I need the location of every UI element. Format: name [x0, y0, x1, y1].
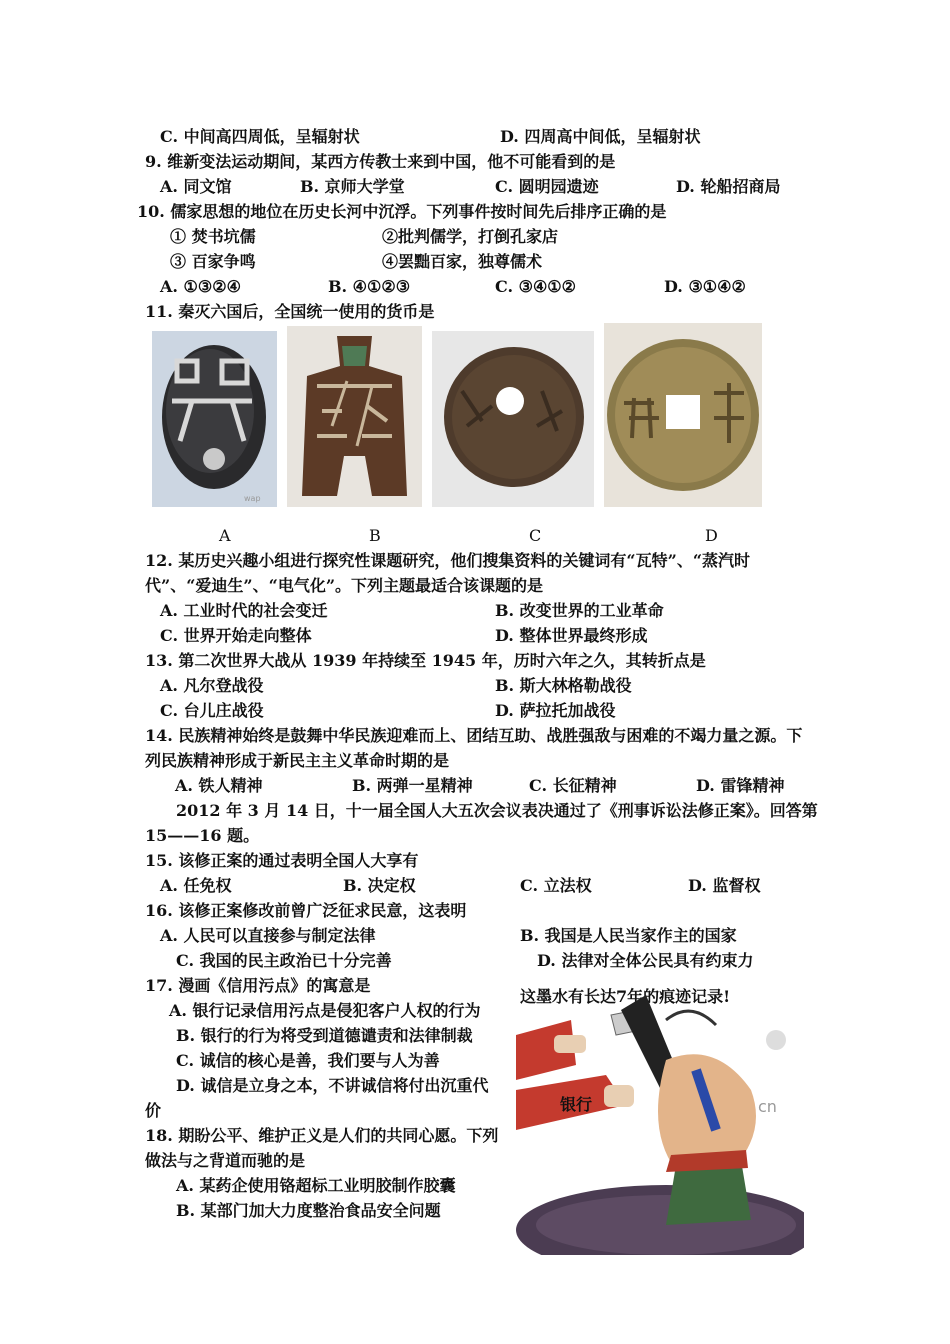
coin-d-caption: D: [705, 526, 718, 545]
q16-option-b: B. 我国是人民当家作主的国家: [520, 926, 737, 945]
material-line-1: 2012 年 3 月 14 日，十一届全国人大五次会议表决通过了《刑事诉讼法修正案》。回答第: [176, 801, 818, 820]
q15-option-a: A. 任免权: [160, 876, 232, 895]
q10-item-3: ③ 百家争鸣: [170, 252, 256, 271]
q16-stem: 16. 该修正案修改前曾广泛征求民意，这表明: [145, 901, 467, 920]
q15-option-d: D. 监督权: [688, 876, 761, 895]
q10-option-a: A. ①③②④: [160, 277, 241, 296]
q10-item-2: ②批判儒学，打倒孔家店: [382, 227, 559, 246]
q9-option-d: D. 轮船招商局: [676, 177, 781, 196]
q13-option-d: D. 萨拉托加战役: [495, 701, 616, 720]
material-line-2: 15——16 题。: [145, 826, 260, 845]
q17-stem: 17. 漫画《信用污点》的寓意是: [145, 976, 371, 995]
credit-stain-cartoon: [516, 980, 804, 1255]
q12-stem-line-1: 12. 某历史兴趣小组进行探究性课题研究，他们搜集资料的关键词有“瓦特”、“蒸汽时: [145, 551, 751, 570]
q12-option-c: C. 世界开始走向整体: [160, 626, 312, 645]
q12-option-d: D. 整体世界最终形成: [495, 626, 648, 645]
q18-option-b: B. 某部门加大力度整治食品安全问题: [176, 1201, 441, 1220]
q13-option-a: A. 凡尔登战役: [160, 676, 264, 695]
coin-b-caption: B: [369, 526, 381, 545]
q10-item-4: ④罢黜百家，独尊儒术: [382, 252, 543, 271]
q17-option-d: D. 诚信是立身之本，不讲诚信将付出沉重代: [176, 1076, 489, 1095]
q9-option-c: C. 圆明园遗迹: [495, 177, 599, 196]
q18-option-a: A. 某药企使用铬超标工业明胶制作胶囊: [176, 1176, 456, 1195]
q8-option-d: D. 四周高中间低，呈辐射状: [500, 127, 701, 146]
q9-stem: 9. 维新变法运动期间，某西方传教士来到中国，他不可能看到的是: [145, 152, 616, 171]
svg-text:wap: wap: [244, 494, 261, 503]
cartoon-bank-label: 银行: [560, 1095, 593, 1114]
q15-option-b: B. 决定权: [343, 876, 416, 895]
q15-option-c: C. 立法权: [520, 876, 592, 895]
q10-option-b: B. ④①②③: [328, 277, 411, 296]
q16-option-a: A. 人民可以直接参与制定法律: [160, 926, 376, 945]
q10-item-1: ① 焚书坑儒: [170, 227, 256, 246]
q10-option-c: C. ③④①②: [495, 277, 576, 296]
q9-option-a: A. 同文馆: [160, 177, 232, 196]
q17-option-b: B. 银行的行为将受到道德谴责和法律制裁: [176, 1026, 473, 1045]
q10-stem: 10. 儒家思想的地位在历史长河中沉浮。下列事件按时间先后排序正确的是: [137, 202, 667, 221]
q18-stem-line-2: 做法与之背道而驰的是: [145, 1151, 306, 1170]
coin-d-image: [604, 323, 762, 507]
q13-option-c: C. 台儿庄战役: [160, 701, 264, 720]
q9-option-b: B. 京师大学堂: [300, 177, 405, 196]
q14-option-a: A. 铁人精神: [175, 776, 263, 795]
q16-option-c: C. 我国的民主政治已十分完善: [176, 951, 392, 970]
q14-option-b: B. 两弹一星精神: [352, 776, 473, 795]
coin-c-image: [432, 331, 594, 507]
q12-option-b: B. 改变世界的工业革命: [495, 601, 664, 620]
cartoon-caption: 这墨水有长达7年的痕迹记录!: [520, 987, 731, 1006]
q17-option-c: C. 诚信的核心是善，我们要与人为善: [176, 1051, 440, 1070]
q14-stem-line-1: 14. 民族精神始终是鼓舞中华民族迎难而上、团结互助、战胜强敌与困难的不竭力量之源。下: [145, 726, 803, 745]
q11-stem: 11. 秦灭六国后，全国统一使用的货币是: [145, 302, 435, 321]
coin-a-caption: A: [219, 526, 231, 545]
q16-option-d: D. 法律对全体公民具有约束力: [537, 951, 754, 970]
q10-option-d: D. ③①④②: [664, 277, 746, 296]
coin-b-image: [287, 326, 422, 507]
q12-stem-line-2: 代”、“爱迪生”、“电气化”。下列主题最适合该课题的是: [145, 576, 544, 595]
coin-a-image: [152, 331, 277, 507]
q14-option-c: C. 长征精神: [529, 776, 617, 795]
q13-option-b: B. 斯大林格勒战役: [495, 676, 632, 695]
q12-option-a: A. 工业时代的社会变迁: [160, 601, 328, 620]
q8-option-c: C. 中间高四周低，呈辐射状: [160, 127, 360, 146]
q17-option-d-cont: 价: [145, 1101, 162, 1120]
q17-option-a: A. 银行记录信用污点是侵犯客户人权的行为: [169, 1001, 481, 1020]
q14-option-d: D. 雷锋精神: [696, 776, 785, 795]
q18-stem-line-1: 18. 期盼公平、维护正义是人们的共同心愿。下列: [145, 1126, 499, 1145]
coin-c-caption: C: [529, 526, 542, 545]
q13-stem: 13. 第二次世界大战从 1939 年持续至 1945 年，历时六年之久，其转折点是: [145, 651, 706, 670]
cartoon-watermark: cn: [758, 1097, 777, 1116]
q15-stem: 15. 该修正案的通过表明全国人大享有: [145, 851, 419, 870]
q14-stem-line-2: 列民族精神形成于新民主主义革命时期的是: [145, 751, 450, 770]
